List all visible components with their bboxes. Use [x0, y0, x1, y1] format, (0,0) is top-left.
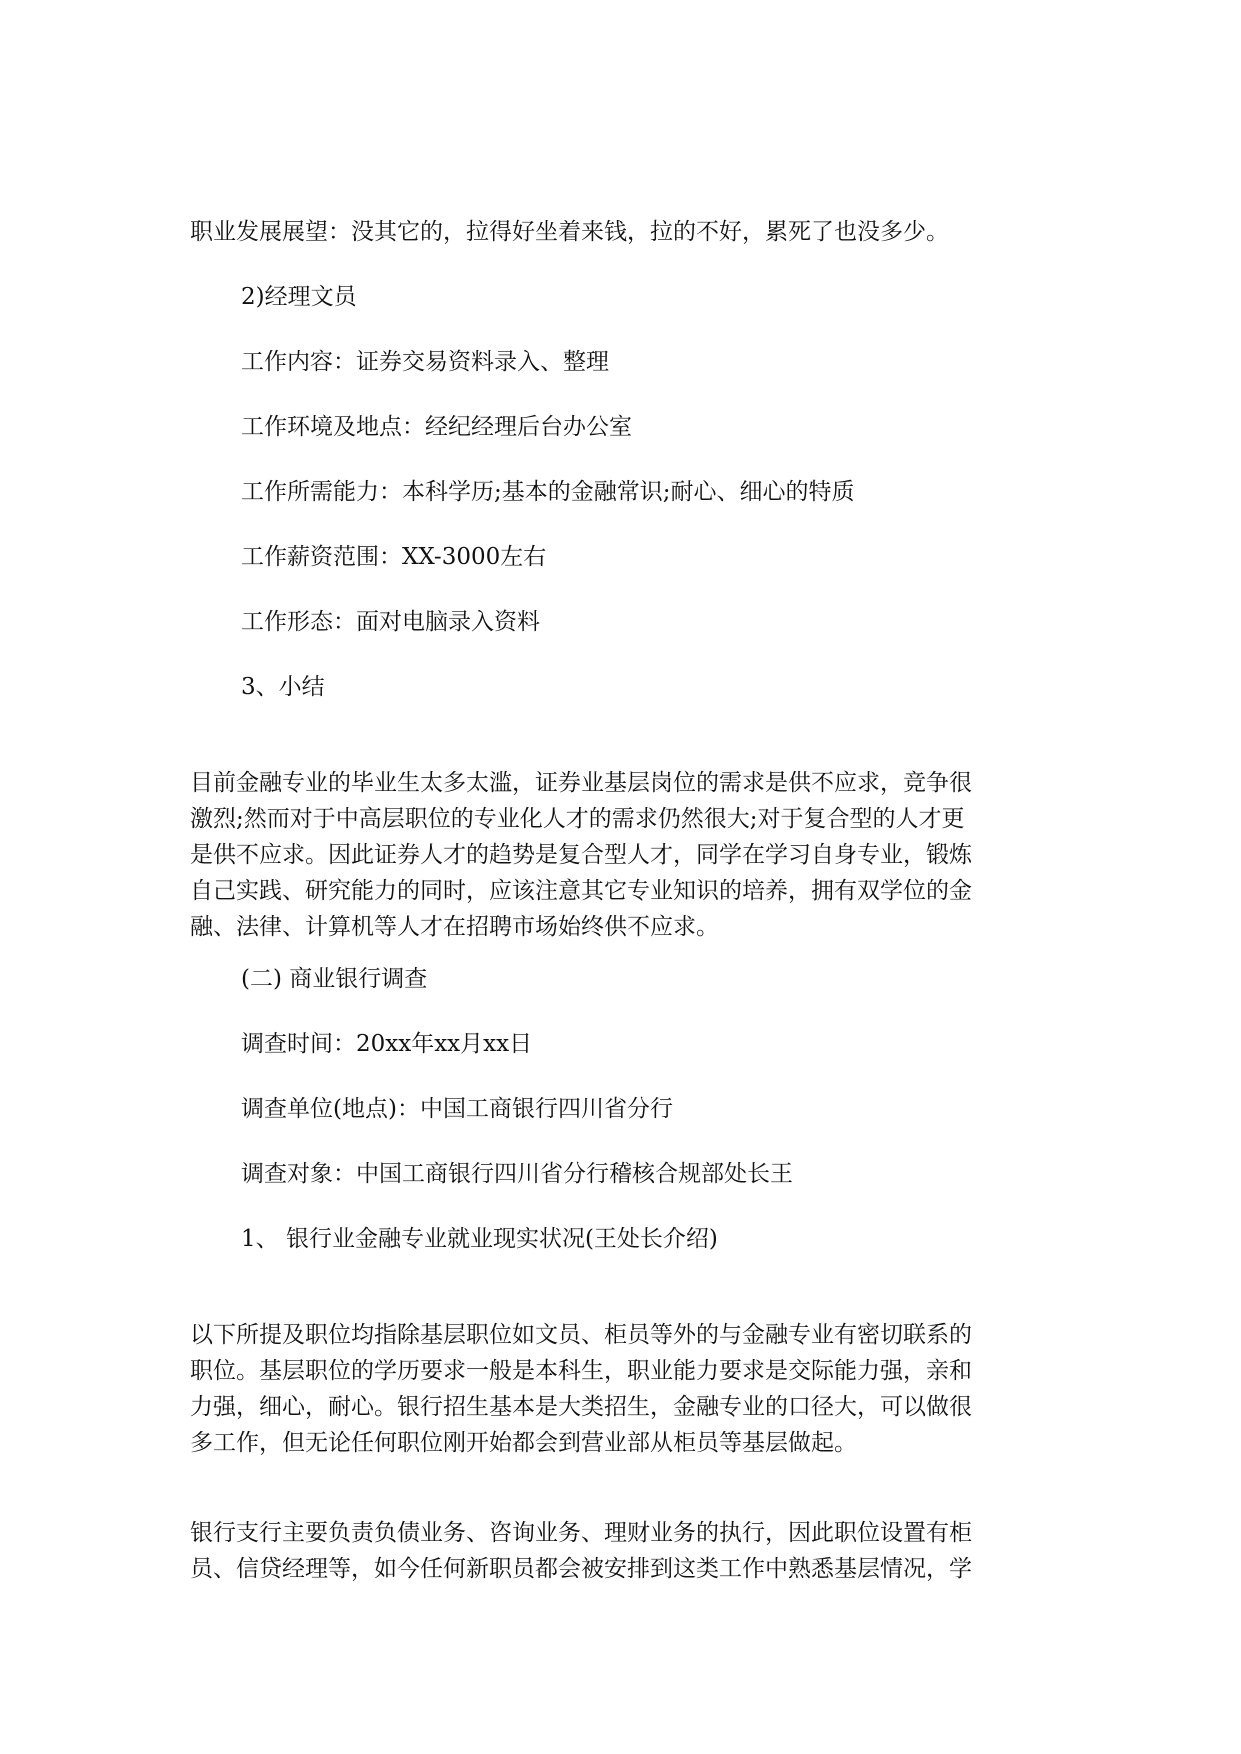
- text-line-required-ability: 工作所需能力：本科学历;基本的金融常识;耐心、细心的特质: [241, 479, 855, 505]
- paragraph-line: 目前金融专业的毕业生太多太滥，证券业基层岗位的需求是供不应求，竞争很: [190, 770, 972, 796]
- text-line-work-environment: 工作环境及地点：经纪经理后台办公室: [241, 414, 632, 440]
- heading-manager-clerk: 2)经理文员: [241, 284, 357, 310]
- heading-summary: 3、小结: [241, 674, 325, 700]
- paragraph-line: 融、法律、计算机等人才在招聘市场始终供不应求。: [190, 914, 719, 940]
- paragraph-branch-duties: [190, 1515, 1050, 1587]
- text-line-career-outlook: 职业发展展望：没其它的，拉得好坐着来钱，拉的不好，累死了也没多少。: [190, 219, 949, 245]
- text-line-survey-subject: 调查对象：中国工商银行四川省分行稽核合规部处长王: [241, 1161, 793, 1187]
- text-line-survey-time: 调查时间：20xx年xx月xx日: [241, 1031, 533, 1057]
- text-line-survey-unit: 调查单位(地点)：中国工商银行四川省分行: [241, 1096, 673, 1122]
- paragraph-positions: [190, 1317, 1050, 1461]
- paragraph-line: 员、信贷经理等，如今任何新职员都会被安排到这类工作中熟悉基层情况，学: [190, 1556, 972, 1582]
- paragraph-line: 银行支行主要负责负债业务、咨询业务、理财业务的执行，因此职位设置有柜: [190, 1520, 972, 1546]
- paragraph-line: 激烈;然而对于中高层职位的专业化人才的需求仍然很大;对于复合型的人才更: [190, 806, 965, 832]
- paragraph-summary: [190, 765, 1050, 945]
- paragraph-line: 自己实践、研究能力的同时，应该注意其它专业知识的培养，拥有双学位的金: [190, 878, 972, 904]
- paragraph-line: 以下所提及职位均指除基层职位如文员、柜员等外的与金融专业有密切联系的: [190, 1322, 972, 1348]
- paragraph-line: 多工作，但无论任何职位刚开始都会到营业部从柜员等基层做起。: [190, 1430, 857, 1456]
- text-line-salary-range: 工作薪资范围：XX-3000左右: [241, 544, 547, 570]
- paragraph-line: 职位。基层职位的学历要求一般是本科生，职业能力要求是交际能力强，亲和: [190, 1358, 972, 1384]
- text-line-work-form: 工作形态：面对电脑录入资料: [241, 609, 540, 635]
- paragraph-line: 力强，细心，耐心。银行招生基本是大类招生，金融专业的口径大，可以做很: [190, 1394, 972, 1420]
- paragraph-line: 是供不应求。因此证券人才的趋势是复合型人才，同学在学习自身专业，锻炼: [190, 842, 972, 868]
- text-line-work-content: 工作内容：证券交易资料录入、整理: [241, 349, 609, 375]
- heading-banking-employment: 1、 银行业金融专业就业现实状况(王处长介绍): [241, 1226, 718, 1252]
- heading-commercial-bank-survey: (二) 商业银行调查: [241, 966, 428, 992]
